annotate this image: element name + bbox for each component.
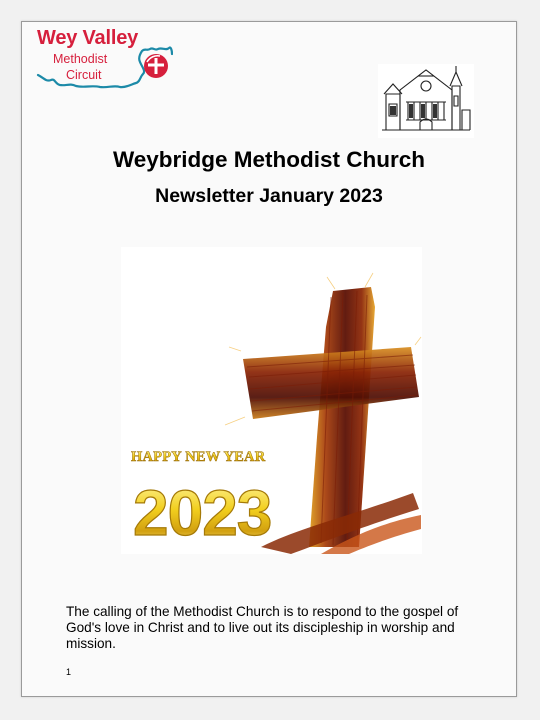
cover-image	[121, 247, 422, 554]
methodist-cross-flame-icon	[143, 53, 169, 79]
year-text: 2023	[133, 477, 272, 549]
church-building-sketch	[378, 64, 474, 138]
logo-line-circuit: Circuit	[66, 68, 102, 82]
logo-line-methodist: Methodist	[53, 52, 108, 66]
page-number: 1	[66, 667, 72, 677]
page-title: Weybridge Methodist Church	[112, 147, 426, 172]
newsletter-page	[21, 21, 517, 697]
mission-statement: The calling of the Methodist Church is to respond to the gospel of God's love in Christ and to live out its discipleship in worship and mission.	[66, 604, 459, 651]
greeting-text: HAPPY NEW YEAR	[131, 449, 266, 465]
newsletter-subtitle: Newsletter January 2023	[155, 185, 383, 207]
wey-valley-circuit-logo	[36, 29, 173, 91]
logo-title: Wey Valley	[37, 27, 139, 49]
